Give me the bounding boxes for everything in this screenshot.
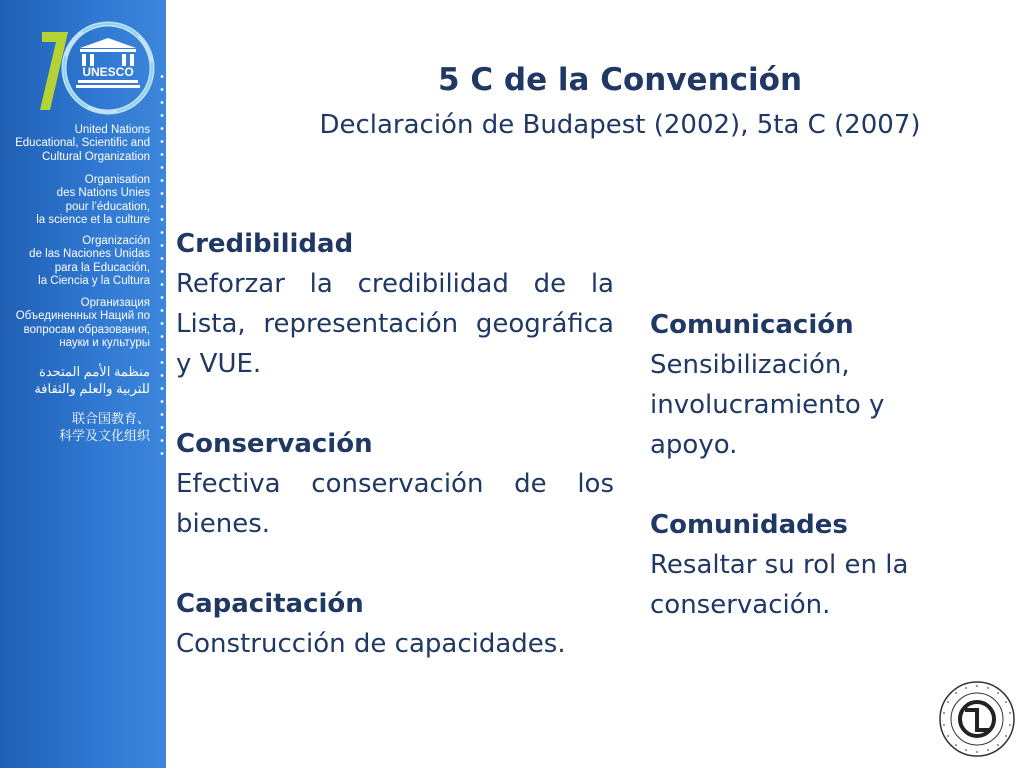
right-column — [650, 305, 980, 665]
logo-word: UNESCO — [82, 65, 134, 79]
item-text: Construcción de capacidades. — [176, 629, 566, 659]
item-heading: Comunidades — [650, 510, 848, 540]
org-name-russian: Организация Объединенных Наций по вопросам образования, науки и культуры — [15, 297, 150, 350]
item-comunicacion — [650, 305, 980, 465]
item-comunidades — [650, 505, 980, 625]
item-heading: Credibilidad — [176, 229, 354, 259]
item-heading: Comunicación — [650, 310, 854, 340]
item-conservacion — [176, 424, 614, 544]
slide-title: 5 C de la Convención — [437, 62, 803, 98]
left-column — [176, 224, 614, 704]
item-text: Sensibilización, involucramiento y apoyo. — [650, 350, 885, 460]
item-credibilidad — [176, 224, 614, 384]
item-heading: Capacitación — [176, 589, 364, 619]
world-heritage-emblem-icon — [938, 680, 1016, 758]
item-text: Resaltar su rol en la conservación. — [650, 550, 909, 620]
item-text: Efectiva conservación de los bienes. — [176, 469, 614, 539]
org-name-english: United Nations Educational, Scientific and Cultural Organization — [15, 124, 150, 163]
item-heading: Conservación — [176, 429, 373, 459]
unesco-sidebar — [0, 0, 166, 768]
item-text: Reforzar la credibilidad de la Lista, representación geográfica y VUE. — [176, 269, 614, 379]
org-name-french: Organisation des Nations Unies pour l’éducation, la science et la culture — [36, 174, 150, 227]
item-capacitacion — [176, 584, 614, 664]
slide-subtitle: Declaración de Budapest (2002), 5ta C (2007) — [319, 110, 921, 140]
org-name-arabic: منظمة الأمم المتحدة للتربية والعلم والثقافة — [34, 364, 150, 396]
org-name-spanish: Organización de las Naciones Unidas para la Educación, la Ciencia y la Cultura — [29, 235, 150, 288]
org-name-chinese: 联合国教育、 科学及文化组织 — [58, 411, 150, 443]
dotted-divider — [160, 70, 164, 460]
unesco-70-logo — [36, 18, 160, 118]
